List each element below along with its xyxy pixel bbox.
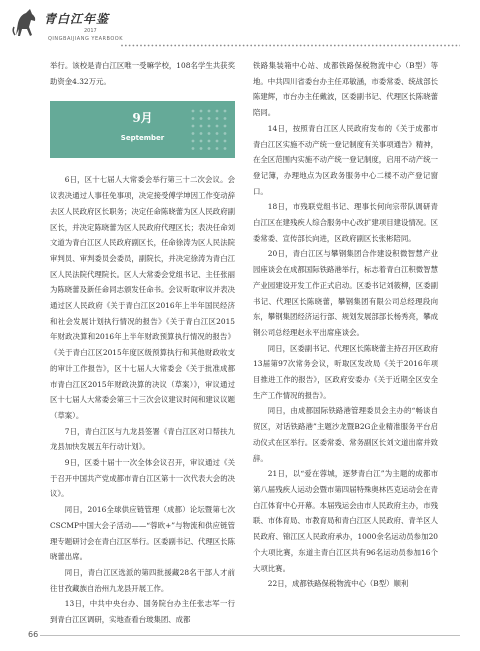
header-dot-rule <box>120 43 460 48</box>
logo-title: 青白江年鉴 <box>44 12 110 26</box>
left-column <box>50 58 235 628</box>
paragraph: 同日，2016全球供应链管理（成都）论坛暨第七次CSCMP中国大会子活动——“蓉欧+”与物流和供应链管理专题研讨会在青白江区举行。区委副书记、代理区长陈晓蕾出席。 <box>50 505 235 562</box>
paragraph: 20日，青白江区与攀钢集团合作建设积微智慧产业园座谈会在成都国际铁路港举行，标志着青白江积微智慧产业园建设开发工作正式启动。区委书记刘筱柳，区委副书记、代理区长陈晓蕾，攀钢集团有限公司总经理段向东，攀钢集团经济运行部、规划发展部部长杨秀亮，攀成钢公司总经理赵永平出席座谈会。 <box>253 249 438 337</box>
paragraph: 9日，区委十届十一次全体会议召开，审议通过《关于召开中国共产党成都市青白江区第十一次代表大会的决议》。 <box>50 458 235 499</box>
decorative-dots-icon <box>189 107 229 152</box>
month-title: 9月 <box>132 111 153 126</box>
paragraph: 同日，青白江区选派的第四批援藏28名干部人才前往甘孜藏族自治州九龙县开展工作。 <box>50 567 235 593</box>
paragraph: 14日，按照青白江区人民政府发布的《关于成都市青白江区实施不动产统一登记制度有关事项通告》精神，在全区范围内实施不动产统一登记制度，启用不动产统一登记簿，办理地点为区政务服务中心二楼不动产登记窗口。 <box>253 123 438 196</box>
paragraph: 21日，以“爱在蓉城，逐梦青白江”为主题的成都市第八届残疾人运动会暨市第四届特殊奥林匹克运动会在青白江体育中心开幕。本届残运会由市人民政府主办，市残联、市体育局、市教育局和青白江区人民政府、青羊区人民政府、锦江区人民政府承办，1000余名运动员参加20个大项比赛，东道主青白江区共有96名运动员参加16个大项比赛。 <box>253 469 438 573</box>
paragraph: 举行。该校是青白江区唯一受嘛学校，108名学生共获奖助资金4.32万元。 <box>50 61 235 86</box>
paragraph: 6日，区十七届人大常委会举行第三十二次会议。会议表决通过人事任免事项，决定接受傅学坤因工作变动辞去区人民政府区长职务；决定任命陈晓蕾为区人民政府副区长，并决定陈晓蕾为区人民政府代理区长；表决任命刘文道为青白江区人民政府副区长，任命徐涛为区人民法院审判员、审判委员会委员，副院长，并决定徐涛为青白江区人民法院代理院长。区人大常委会党组书记、主任张丽为陈晓蕾及新任命同志颁发任命书。会议听取审议并表决通过区人民政府《关于青白江区2016年上半年国民经济和社会发展计划执行情况的报告》《关于青白江区2015年财政决算和2016年上半年财政预算执行情况的报告》《关于青白江区2015年度区级预算执行和其他财政收支的审计工作报告》，区十七届人大常委会《关于批准成都市青白江区2015年财政决算的决议（草案）》，审议通过区十七届人大常委会第三十三次会议建议时间和建议议题（草案）。 <box>50 175 235 420</box>
paragraph: 铁路集装箱中心站、成都铁路保税物流中心（B型）等地。中共四川省委台办主任邓敏涵，市委常委、统战部长陈建辉，市台办主任戴波，区委副书记、代理区长陈晓蕾陪同。 <box>253 61 438 118</box>
paragraph: 7日，青白江区与九龙县签署《青白江区对口帮扶九龙县加快发展五年行动计划》。 <box>50 426 235 452</box>
paragraph: 18日，市残联党组书记、理事长何向宗带队调研青白江区在建残疾人综合服务中心改扩建项目建设情况。区委常委、宣传部长向进，区政府副区长张彬陪同。 <box>253 202 438 243</box>
paragraph: 同日，由成都国际铁路港管理委员会主办的“畅谈自贸区，对话铁路港”主题沙龙暨B2G企业精准服务平台启动仪式在区举行。区委常委、常务副区长刘文道出席并致辞。 <box>253 406 438 463</box>
right-column <box>253 58 438 592</box>
page-number: 66 <box>28 630 39 639</box>
logo-subtitle: QINGBAIJIANG YEARBOOK <box>48 36 124 42</box>
logo-year: 2017 <box>84 28 97 34</box>
paragraph: 22日，成都铁路保税物流中心（B型）顺利 <box>267 579 409 589</box>
month-banner <box>50 101 235 158</box>
paragraph: 13日，中共中央台办、国务院台办主任张志军一行到青白江区调研，实地查看台玻集团、成都 <box>50 599 235 625</box>
month-english: September <box>120 134 165 143</box>
paragraph: 同日，区委副书记、代理区长陈晓蕾主持召开区政府13届第97次常务会议，听取区发改局《关于2016年项目推进工作的报告》，区政府安委办《关于近期全区安全生产工作情况的报告》。 <box>253 343 438 400</box>
page-header <box>0 0 480 58</box>
footer-rule <box>40 635 460 636</box>
horse-logo-icon <box>10 5 40 45</box>
